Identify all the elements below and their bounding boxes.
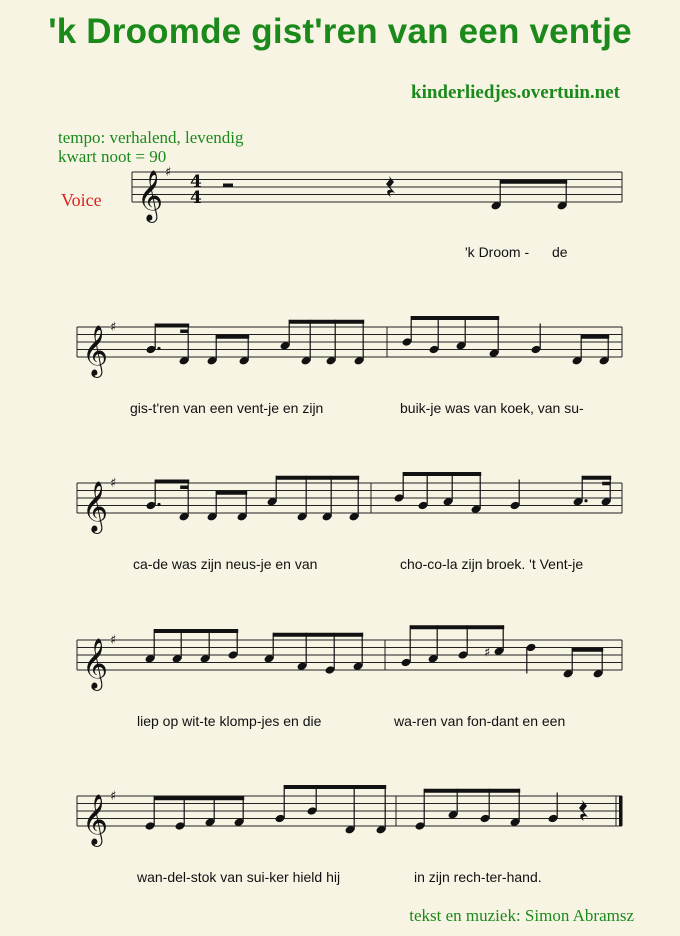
- dot: [584, 499, 587, 502]
- lyric-line: gis-t'ren van een vent-je en zijn: [130, 400, 324, 416]
- beam: [424, 789, 520, 793]
- beam: [500, 180, 567, 184]
- beam: [572, 648, 603, 652]
- website-link[interactable]: kinderliedjes.overtuin.net: [411, 82, 620, 103]
- tempo-line: tempo: verhalend, levendig: [58, 128, 244, 147]
- beam: [273, 633, 363, 637]
- lyric-line: cho-co-la zijn broek. 't Vent-je: [400, 556, 584, 572]
- lyric-line: buik-je was van koek, van su-: [400, 400, 584, 416]
- staff-system: [0, 297, 680, 417]
- lyric-line: ca-de was zijn neus-je en van: [133, 556, 318, 572]
- key-signature-sharp: ♯: [110, 476, 117, 491]
- half-rest: [223, 184, 233, 188]
- beam: [154, 796, 244, 800]
- treble-clef: 𝄞: [82, 638, 109, 689]
- treble-clef: 𝄞: [82, 481, 109, 532]
- lyric-line: in zijn rech-ter-hand.: [414, 869, 542, 885]
- final-barline: [619, 796, 623, 826]
- time-signature-bottom: 4: [190, 188, 202, 208]
- lyric-syllable: 'k Droom -: [465, 244, 530, 260]
- lyrics-system-3: [0, 556, 680, 576]
- beam: [216, 335, 249, 339]
- dot: [157, 347, 160, 350]
- song-title: 'k Droomde gist'ren van een ventje: [48, 12, 632, 51]
- time-signature-top: 4: [190, 172, 202, 192]
- beam: [216, 491, 247, 495]
- dot: [157, 503, 160, 506]
- key-signature-sharp: ♯: [110, 789, 117, 804]
- lyrics-system-5: [0, 869, 680, 889]
- lyric-line: wan-del-stok van sui-ker hield hij: [137, 869, 341, 885]
- treble-clef: 𝄞: [82, 325, 109, 376]
- beam: [180, 486, 188, 490]
- beam: [403, 472, 481, 476]
- instrument-label: Voice: [61, 190, 102, 210]
- sharp-accidental: ♯: [484, 645, 491, 661]
- beam: [581, 335, 609, 339]
- beam: [410, 625, 504, 629]
- key-signature-sharp: ♯: [110, 320, 117, 335]
- lyric-syllable: de: [552, 244, 568, 260]
- treble-clef: 𝄞: [137, 170, 164, 221]
- beam: [411, 316, 499, 320]
- staff-system: [0, 453, 680, 573]
- beam: [155, 324, 189, 328]
- beam: [154, 629, 238, 633]
- beam: [276, 476, 359, 480]
- beam: [582, 476, 611, 480]
- credit: tekst en muziek: Simon Abramsz: [409, 906, 634, 925]
- lyrics-system-1: [0, 244, 680, 264]
- staff-system: [0, 610, 680, 730]
- treble-clef: 𝄞: [82, 794, 109, 845]
- beam: [180, 330, 188, 334]
- key-signature-sharp: ♯: [165, 165, 172, 180]
- metronome-line: kwart noot = 90: [58, 147, 167, 166]
- staff-system: [0, 766, 680, 886]
- lyric-line: liep op wit-te klomp-jes en die: [137, 713, 322, 729]
- beam: [289, 320, 364, 324]
- key-signature-sharp: ♯: [110, 633, 117, 648]
- beam: [284, 785, 386, 789]
- beam: [602, 482, 610, 486]
- lyrics-system-2: [0, 400, 680, 420]
- beam: [155, 480, 189, 484]
- lyric-line: wa-ren van fon-dant en een: [394, 713, 566, 729]
- lyrics-system-4: [0, 713, 680, 733]
